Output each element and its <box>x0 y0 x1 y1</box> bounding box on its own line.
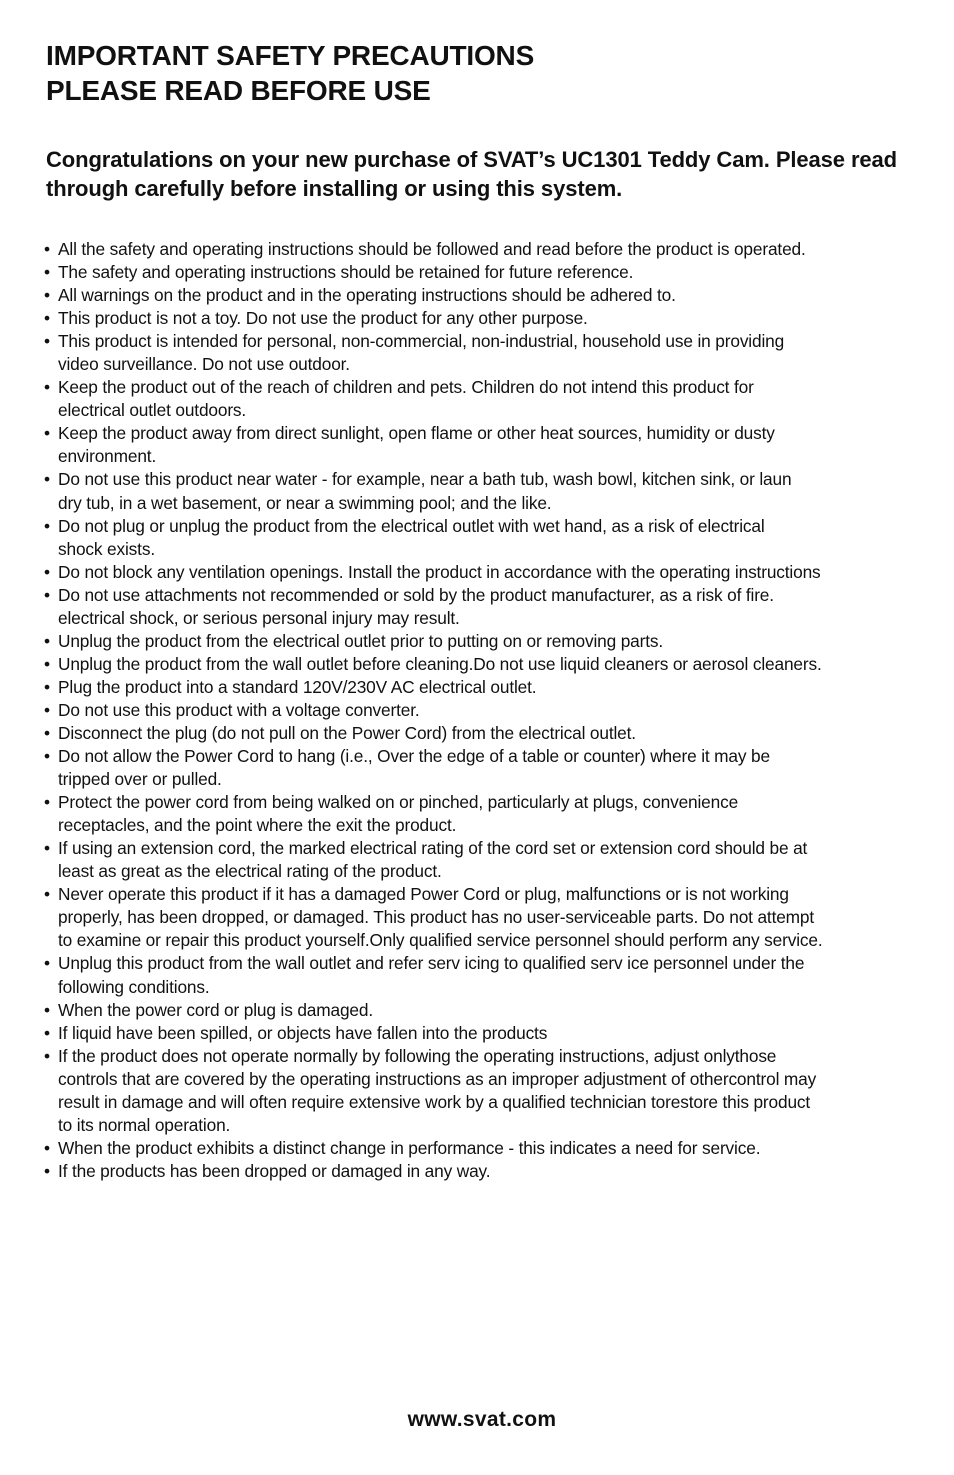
bullet-icon: • <box>44 1022 50 1043</box>
bullet-icon: • <box>44 561 50 582</box>
list-item-text: to its normal operation. <box>58 1114 231 1135</box>
list-item <box>44 307 949 330</box>
list-item-text: dry tub, in a wet basement, or near a swimming pool; and the like. <box>58 492 552 513</box>
safety-instructions-list <box>44 238 949 1183</box>
list-item <box>44 745 949 791</box>
list-item-text: If the products has been dropped or damaged in any way. <box>58 1160 491 1181</box>
list-item-text: Do not block any ventilation openings. Install the product in accordance with the operating instructions <box>58 561 821 582</box>
list-item <box>44 1045 949 1137</box>
list-item-text: to examine or repair this product yourself.Only qualified service personnel should perform any service. <box>58 930 823 951</box>
bullet-icon: • <box>44 838 50 859</box>
list-item <box>44 584 949 630</box>
bullet-icon: • <box>44 746 50 767</box>
list-item-text: Unplug this product from the wall outlet and refer serv icing to qualified serv ice personnel under the <box>58 953 805 974</box>
list-item-text: The safety and operating instructions should be retained for future reference. <box>58 262 634 283</box>
list-item-text: tripped over or pulled. <box>58 769 222 790</box>
bullet-icon: • <box>44 469 50 490</box>
bullet-icon: • <box>44 285 50 306</box>
list-item-text: Unplug the product from the electrical outlet prior to putting on or removing parts. <box>58 630 664 651</box>
list-item-text: Do not use this product near water - for example, near a bath tub, wash bowl, kitchen sink, or laun <box>58 469 792 490</box>
bullet-icon: • <box>44 515 50 536</box>
bullet-icon: • <box>44 792 50 813</box>
list-item-text: If liquid have been spilled, or objects have fallen into the products <box>58 1022 548 1043</box>
list-item-text: Unplug the product from the wall outlet before cleaning.Do not use liquid cleaners or aerosol cleaners. <box>58 653 822 674</box>
list-item-text: When the product exhibits a distinct change in performance - this indicates a need for service. <box>58 1137 761 1158</box>
list-item <box>44 561 949 584</box>
bullet-icon: • <box>44 722 50 743</box>
title-line-2: PLEASE READ BEFORE USE <box>46 75 431 106</box>
bullet-icon: • <box>44 676 50 697</box>
list-item-text: video surveillance. Do not use outdoor. <box>58 354 350 375</box>
list-item-text: Keep the product out of the reach of children and pets. Children do not intend this product for <box>58 377 754 398</box>
list-item <box>44 791 949 837</box>
bullet-icon: • <box>44 699 50 720</box>
bullet-icon: • <box>44 653 50 674</box>
list-item-text: environment. <box>58 446 157 467</box>
list-item <box>44 699 949 722</box>
list-item <box>44 422 949 468</box>
list-item-text: properly, has been dropped, or damaged. This product has no user-serviceable parts. Do not attempt <box>58 907 815 928</box>
list-item-text: This product is intended for personal, non-commercial, non-industrial, household use in providing <box>58 331 785 352</box>
bullet-icon: • <box>44 1137 50 1158</box>
list-item <box>44 722 949 745</box>
list-item-text: Do not use this product with a voltage converter. <box>58 699 420 720</box>
list-item <box>44 952 949 998</box>
bullet-icon: • <box>44 884 50 905</box>
list-item-text: shock exists. <box>58 538 155 559</box>
list-item-text: controls that are covered by the operating instructions as an improper adjustment of othercontrol may <box>58 1068 817 1089</box>
list-item-text: Do not allow the Power Cord to hang (i.e., Over the edge of a table or counter) where it may be <box>58 746 770 767</box>
bullet-icon: • <box>44 999 50 1020</box>
bullet-icon: • <box>44 239 50 259</box>
bullet-icon: • <box>44 308 50 329</box>
list-item-text: receptacles, and the point where the exit the product. <box>58 815 457 836</box>
list-item-text: electrical shock, or serious personal injury may result. <box>58 607 460 628</box>
list-item-text: All warnings on the product and in the operating instructions should be adhered to. <box>58 285 676 306</box>
bullet-icon: • <box>44 331 50 352</box>
list-item <box>44 999 949 1022</box>
bullet-icon: • <box>44 630 50 651</box>
list-item-text: This product is not a toy. Do not use the product for any other purpose. <box>58 308 588 329</box>
list-item <box>44 1137 949 1160</box>
bullet-icon: • <box>44 377 50 398</box>
list-item-text: following conditions. <box>58 976 210 997</box>
list-item <box>44 284 949 307</box>
list-item-text: least as great as the electrical rating of the product. <box>58 861 442 882</box>
list-item <box>44 238 949 261</box>
list-item <box>44 653 949 676</box>
list-item <box>44 630 949 653</box>
list-item-text: All the safety and operating instructions should be followed and read before the product is operated. <box>58 239 806 259</box>
bullet-icon: • <box>44 584 50 605</box>
list-item-text: Do not plug or unplug the product from the electrical outlet with wet hand, as a risk of electrical <box>58 515 765 536</box>
list-item-text: result in damage and will often require extensive work by a qualified technician torestore this product <box>58 1091 811 1112</box>
list-item <box>44 468 949 514</box>
list-item <box>44 330 949 376</box>
list-item <box>44 837 949 883</box>
bullet-icon: • <box>44 1045 50 1066</box>
list-item-text: When the power cord or plug is damaged. <box>58 999 373 1020</box>
list-item <box>44 515 949 561</box>
list-item <box>44 1022 949 1045</box>
list-item-text: Protect the power cord from being walked on or pinched, particularly at plugs, convenience <box>58 792 739 813</box>
page-title <box>46 38 534 108</box>
list-item-text: Disconnect the plug (do not pull on the Power Cord) from the electrical outlet. <box>58 722 636 743</box>
list-item-text: Keep the product away from direct sunlight, open flame or other heat sources, humidity or dusty <box>58 423 775 444</box>
list-item <box>44 261 949 284</box>
list-item-text: If the product does not operate normally by following the operating instructions, adjust onlythose <box>58 1045 777 1066</box>
list-item-text: If using an extension cord, the marked electrical rating of the cord set or extension cord should be at <box>58 838 808 859</box>
list-item <box>44 883 949 952</box>
list-item-text: Plug the product into a standard 120V/230V AC electrical outlet. <box>58 676 537 697</box>
list-item-text: electrical outlet outdoors. <box>58 400 247 421</box>
title-line-1: IMPORTANT SAFETY PRECAUTIONS <box>46 40 535 71</box>
bullet-icon: • <box>44 262 50 283</box>
list-item-text: Never operate this product if it has a damaged Power Cord or plug, malfunctions or is not working <box>58 884 789 905</box>
intro-paragraph: Congratulations on your new purchase of SVAT’s UC1301 Teddy Cam. Please read through carefully before installing or using this system. <box>46 147 898 201</box>
list-item <box>44 376 949 422</box>
bullet-icon: • <box>44 1160 50 1181</box>
list-item-text: Do not use attachments not recommended or sold by the product manufacturer, as a risk of fire. <box>58 584 774 605</box>
list-item <box>44 1160 949 1183</box>
list-item <box>44 676 949 699</box>
bullet-icon: • <box>44 423 50 444</box>
website-footer: www.svat.com <box>407 1408 557 1431</box>
bullet-icon: • <box>44 953 50 974</box>
